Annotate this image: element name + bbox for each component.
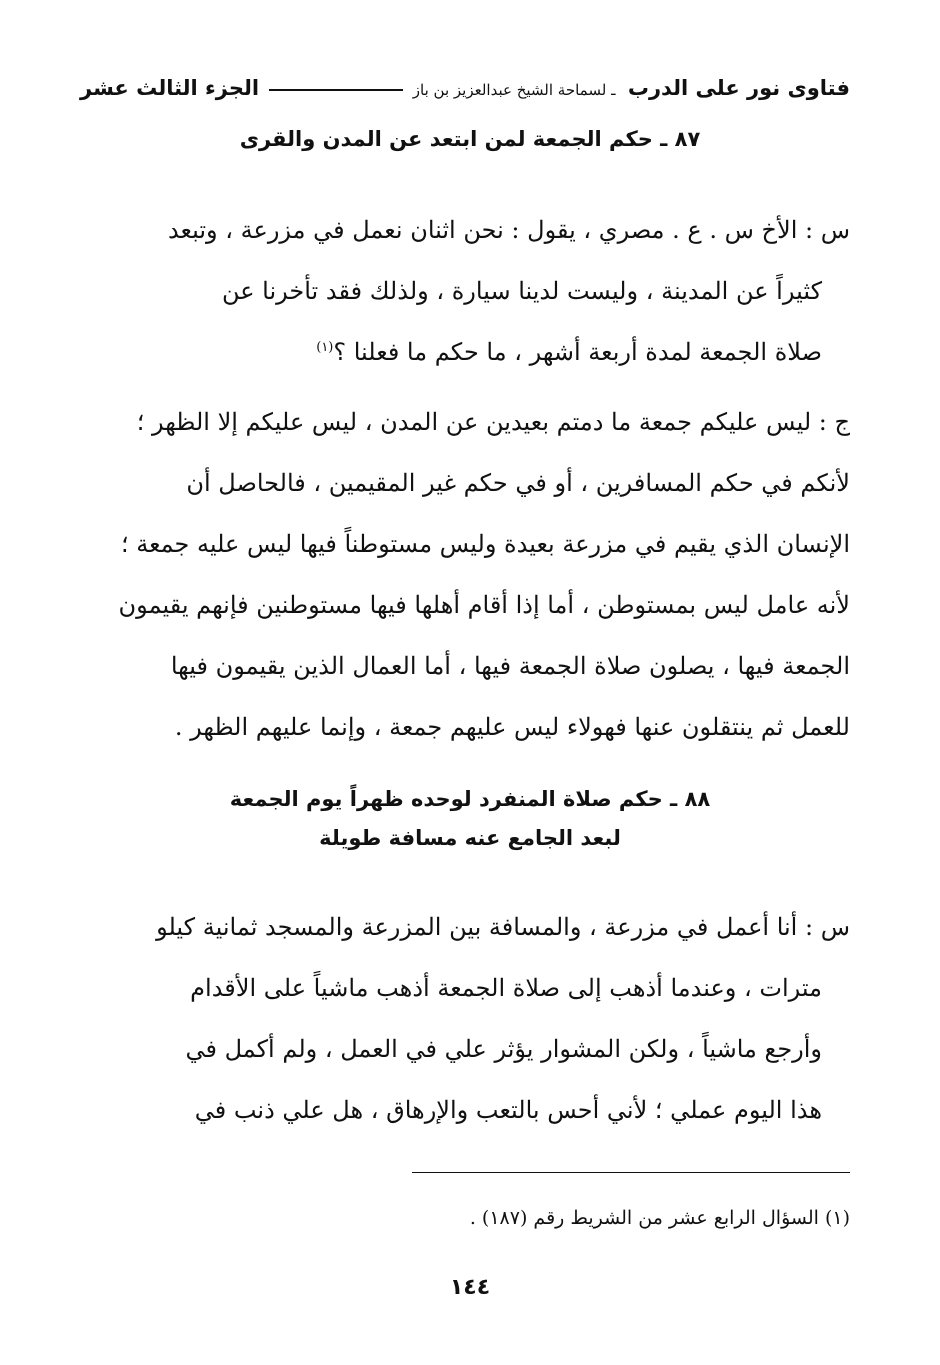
section-88-question <box>80 897 850 1141</box>
question-line: س : أنا أعمل في مزرعة ، والمسافة بين المزرعة والمسجد ثمانية كيلو <box>156 913 850 941</box>
footnote-reference: (١) <box>316 340 334 355</box>
footnote: (١) السؤال الرابع عشر من الشريط رقم (١٨٧) . <box>469 1207 850 1229</box>
page-number: ١٤٤ <box>449 1275 491 1300</box>
answer-line: الجمعة فيها ، يصلون صلاة الجمعة فيها ، أما العمال الذين يقيمون فيها <box>170 652 850 680</box>
header-book-title <box>413 76 850 100</box>
answer-line: الإنسان الذي يقيم في مزرعة بعيدة وليس مستوطناً فيها ليس عليه جمعة ؛ <box>120 530 850 558</box>
question-line <box>80 322 850 383</box>
question-line: كثيراً عن المدينة ، وليست لدينا سيارة ، ولذلك فقد تأخرنا عن <box>221 277 822 305</box>
running-header <box>80 70 850 106</box>
question-line: مترات ، وعندما أذهب إلى صلاة الجمعة أذهب ماشياً على الأقدام <box>190 974 822 1002</box>
answer-line: لأنه عامل ليس بمستوطن ، أما إذا أقام أهلها فيها مستوطنين فإنهم يقيمون <box>118 591 850 619</box>
section-88-title-line-2: لبعد الجامع عنه مسافة طويلة <box>319 826 621 850</box>
section-88-title-line-1: ٨٨ ـ حكم صلاة المنفرد لوحده ظهراً يوم الجمعة <box>229 787 711 811</box>
section-87-answer <box>80 392 850 758</box>
answer-line: للعمل ثم ينتقلون عنها فهولاء ليس عليهم جمعة ، وإنما عليهم الظهر . <box>174 713 850 741</box>
author-name: ـ لسماحة الشيخ عبدالعزيز بن باز <box>412 81 616 99</box>
volume-label: الجزء الثالث عشر <box>80 76 260 100</box>
section-87-title: ٨٧ ـ حكم الجمعة لمن ابتعد عن المدن والقرى <box>239 127 701 151</box>
section-87-question <box>80 200 850 383</box>
question-line: س : الأخ س . ع . مصري ، يقول : نحن اثنان نعمل في مزرعة ، وتبعد <box>167 216 850 244</box>
footnote-separator <box>412 1172 850 1173</box>
answer-line: لأنكم في حكم المسافرين ، أو في حكم غير المقيمين ، فالحاصل أن <box>186 469 850 497</box>
answer-line: ج : ليس عليكم جمعة ما دمتم بعيدين عن المدن ، ليس عليكم إلا الظهر ؛ <box>136 408 850 436</box>
question-line: وأرجع ماشياً ، ولكن المشوار يؤثر علي في العمل ، ولم أكمل في <box>185 1035 822 1063</box>
book-title: فتاوى نور على الدرب <box>627 76 850 100</box>
question-line-text: صلاة الجمعة لمدة أربعة أشهر ، ما حكم ما فعلنا ؟ <box>333 338 822 366</box>
header-rule <box>269 89 403 91</box>
question-line: هذا اليوم عملي ؛ لأني أحس بالتعب والإرهاق ، هل علي ذنب في <box>194 1096 822 1124</box>
